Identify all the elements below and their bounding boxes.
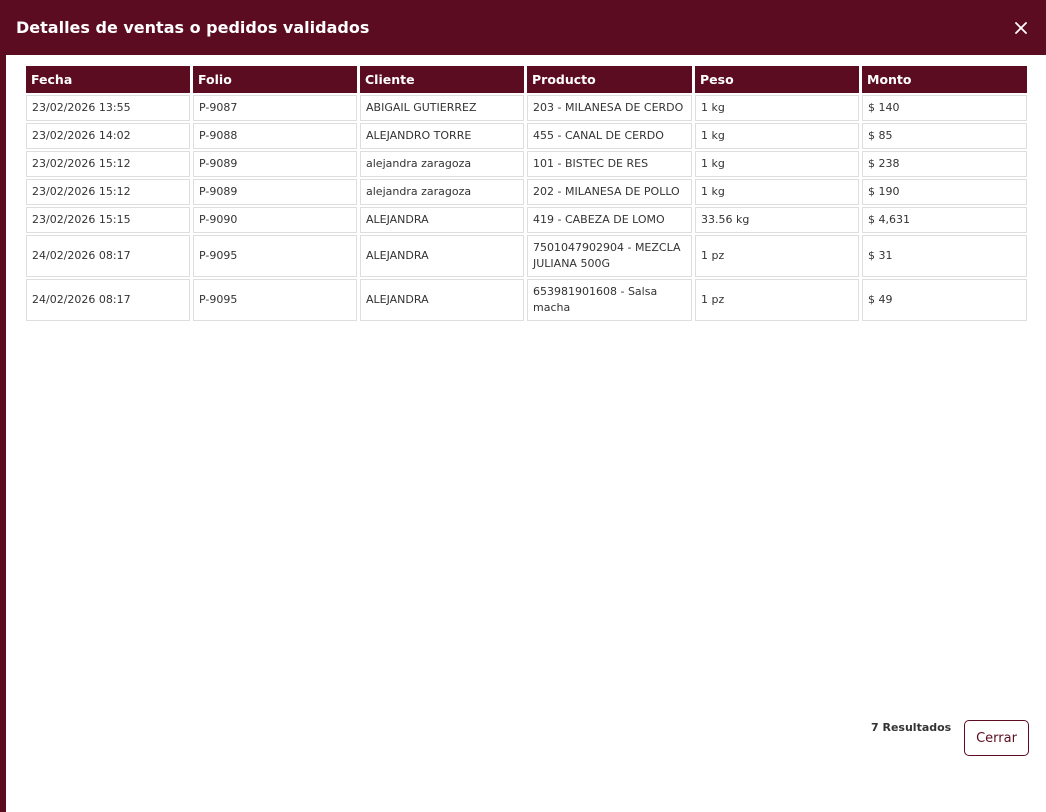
modal-header xyxy=(6,0,1046,55)
table-row xyxy=(26,235,1027,277)
cell-cliente: alejandra zaragoza xyxy=(360,179,524,205)
cell-folio: P-9095 xyxy=(193,235,357,277)
close-icon[interactable] xyxy=(1010,17,1032,39)
table-row xyxy=(26,95,1027,121)
cell-fecha: 23/02/2026 15:15 xyxy=(26,207,190,233)
column-header-fecha: Fecha xyxy=(26,66,190,93)
cell-peso: 1 kg xyxy=(695,123,859,149)
column-header-peso: Peso xyxy=(695,66,859,93)
cell-fecha: 24/02/2026 08:17 xyxy=(26,279,190,321)
cell-peso: 33.56 kg xyxy=(695,207,859,233)
cell-fecha: 23/02/2026 13:55 xyxy=(26,95,190,121)
cell-monto: $ 4,631 xyxy=(862,207,1027,233)
cell-cliente: alejandra zaragoza xyxy=(360,151,524,177)
results-count: 7 Resultados xyxy=(871,721,952,734)
cell-fecha: 23/02/2026 15:12 xyxy=(26,179,190,205)
cell-folio: P-9095 xyxy=(193,279,357,321)
table-row xyxy=(26,179,1027,205)
cell-peso: 1 kg xyxy=(695,151,859,177)
table-row xyxy=(26,207,1027,233)
cell-peso: 1 kg xyxy=(695,95,859,121)
cell-fecha: 23/02/2026 14:02 xyxy=(26,123,190,149)
column-header-monto: Monto xyxy=(862,66,1027,93)
table-header-row xyxy=(26,66,1027,93)
cell-producto: 653981901608 - Salsa macha xyxy=(527,279,692,321)
cell-monto: $ 238 xyxy=(862,151,1027,177)
cell-monto: $ 85 xyxy=(862,123,1027,149)
table-row xyxy=(26,123,1027,149)
cell-monto: $ 190 xyxy=(862,179,1027,205)
cell-monto: $ 31 xyxy=(862,235,1027,277)
cell-producto: 455 - CANAL DE CERDO xyxy=(527,123,692,149)
cell-folio: P-9089 xyxy=(193,179,357,205)
cell-folio: P-9087 xyxy=(193,95,357,121)
column-header-cliente: Cliente xyxy=(360,66,524,93)
close-button[interactable]: Cerrar xyxy=(964,720,1029,756)
cell-peso: 1 pz xyxy=(695,235,859,277)
cell-cliente: ALEJANDRA xyxy=(360,279,524,321)
cell-folio: P-9088 xyxy=(193,123,357,149)
sales-table xyxy=(23,64,1030,323)
column-header-folio: Folio xyxy=(193,66,357,93)
cell-fecha: 23/02/2026 15:12 xyxy=(26,151,190,177)
cell-monto: $ 49 xyxy=(862,279,1027,321)
cell-peso: 1 pz xyxy=(695,279,859,321)
cell-producto: 202 - MILANESA DE POLLO xyxy=(527,179,692,205)
cell-peso: 1 kg xyxy=(695,179,859,205)
cell-monto: $ 140 xyxy=(862,95,1027,121)
cell-folio: P-9090 xyxy=(193,207,357,233)
sales-table-container xyxy=(24,64,1030,323)
cell-producto: 7501047902904 - MEZCLA JULIANA 500G xyxy=(527,235,692,277)
modal-footer xyxy=(6,719,1046,757)
cell-cliente: ALEJANDRA xyxy=(360,235,524,277)
table-row xyxy=(26,151,1027,177)
cell-producto: 419 - CABEZA DE LOMO xyxy=(527,207,692,233)
modal-title: Detalles de ventas o pedidos validados xyxy=(16,18,370,37)
table-row xyxy=(26,279,1027,321)
cell-producto: 203 - MILANESA DE CERDO xyxy=(527,95,692,121)
cell-cliente: ALEJANDRO TORRE xyxy=(360,123,524,149)
cell-producto: 101 - BISTEC DE RES xyxy=(527,151,692,177)
cell-cliente: ABIGAIL GUTIERREZ xyxy=(360,95,524,121)
sales-details-modal xyxy=(6,0,1046,812)
column-header-producto: Producto xyxy=(527,66,692,93)
cell-cliente: ALEJANDRA xyxy=(360,207,524,233)
cell-folio: P-9089 xyxy=(193,151,357,177)
cell-fecha: 24/02/2026 08:17 xyxy=(26,235,190,277)
